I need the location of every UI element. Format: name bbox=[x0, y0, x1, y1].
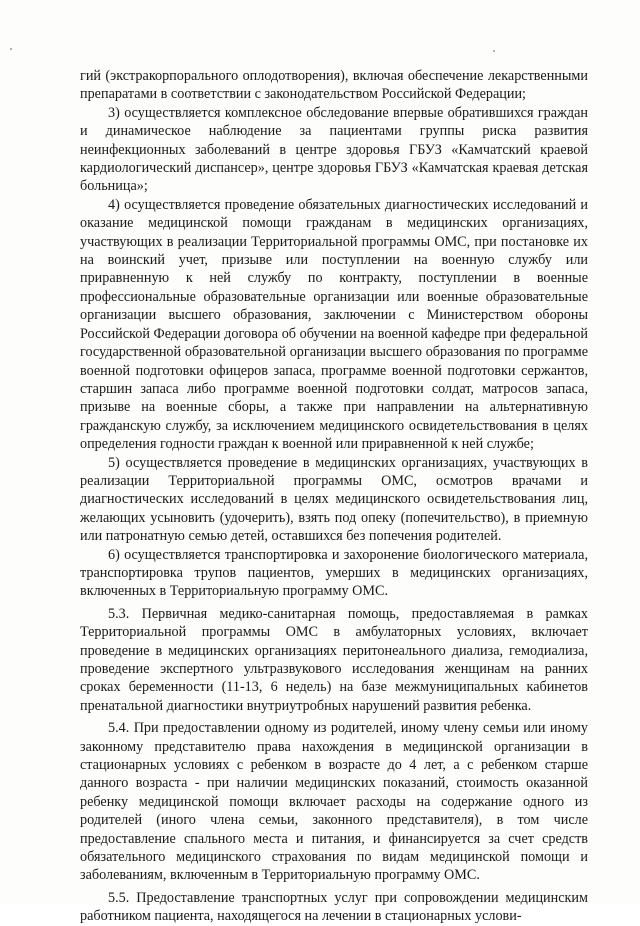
scan-speck bbox=[10, 48, 12, 50]
paragraph-item-3: 3) осуществляется комплексное обследование впервые обратившихся граждан и динамическое наблюдение за пациентами группы риска развития неинфекционных заболеваний в центре здоровья ГБУЗ «Камчатский краевой кардиологический диспансер», центре здоровья ГБУЗ «Камчатская краевая детская больница»; bbox=[80, 104, 588, 195]
paragraph-item-6: 6) осуществляется транспортировка и захоронение биологического материала, транспортировка трупов пациентов, умерших в медицинских организациях, включенных в Территориальную программу ОМС. bbox=[80, 546, 588, 600]
scan-speck bbox=[493, 50, 495, 52]
paragraph-section-5-4: 5.4. При предоставлении одному из родителей, иному члену семьи или иному законному представителю права нахождения в медицинской организации в стационарных условиях с ребенком в возрасте до 4 лет, а с ребенком старше данного возраста - при наличии медицинских показаний, стоимость оказанной ребенку медицинской помощи включает расходы на содержание одного из родителей (иного члена семьи, законного представителя), в том числе предоставление спального места и питания, и финансируется за счет средств обязательного медицинского страхования по видам медицинской помощи и заболеваниям, включенным в Территориальную программу ОМС. bbox=[80, 720, 588, 884]
paragraph-section-5-5: 5.5. Предоставление транспортных услуг при сопровождении медицинским работником пациента, находящегося на лечении в стационарных услови- bbox=[80, 889, 588, 925]
paragraph-continuation: гий (экстракорпорального оплодотворения), включая обеспечение лекарственными препаратами в соответствии с законодательством Российской Федерации; bbox=[80, 68, 588, 103]
document-body bbox=[80, 67, 588, 926]
paragraph-item-5: 5) осуществляется проведение в медицинских организациях, участвующих в реализации Территориальной программы ОМС, осмотров врачами и диагностических исследований в целях медицинского освидетельствования лиц, желающих усыновить (удочерить), взять под опеку (попечительство), в приемную или патронатную семью детей, оставшихся без попечения родителей. bbox=[80, 454, 588, 545]
paragraph-section-5-3: 5.3. Первичная медико-санитарная помощь, предоставляемая в рамках Территориальной программы ОМС в амбулаторных условиях, включает проведение в медицинских организациях перитонеального диализа, гемодиализа, проведение экспертного ультразвукового исследования женщинам на ранних сроках беременности (11-13, 6 недель) на базе межмуниципальных кабинетов пренатальной диагностики внутриутробных нарушений развития ребенка. bbox=[80, 605, 588, 714]
paragraph-item-4: 4) осуществляется проведение обязательных диагностических исследований и оказание медицинской помощи гражданам в медицинских организациях, участвующих в реализации Территориальной программы ОМС, при постановке их на воинский учет, призыве или поступлении на военную службу или приравненную к ней службу по контракту, поступлении в военные профессиональные образовательные организации или военные образовательные организации высшего образования, заключении с Министерством обороны Российской Федерации договора об обучении на военной кафедре при федеральной государственной образовательной организации высшего образования по программе военной подготовки офицеров запаса, программе военной подготовки сержантов, старшин запаса либо программе военной подготовки солдат, матросов запаса, призыве на военные сборы, а также при направлении на альтернативную гражданскую службу, за исключением медицинского освидетельствования в целях определения годности граждан к военной или приравненной к ней службе; bbox=[80, 196, 588, 453]
